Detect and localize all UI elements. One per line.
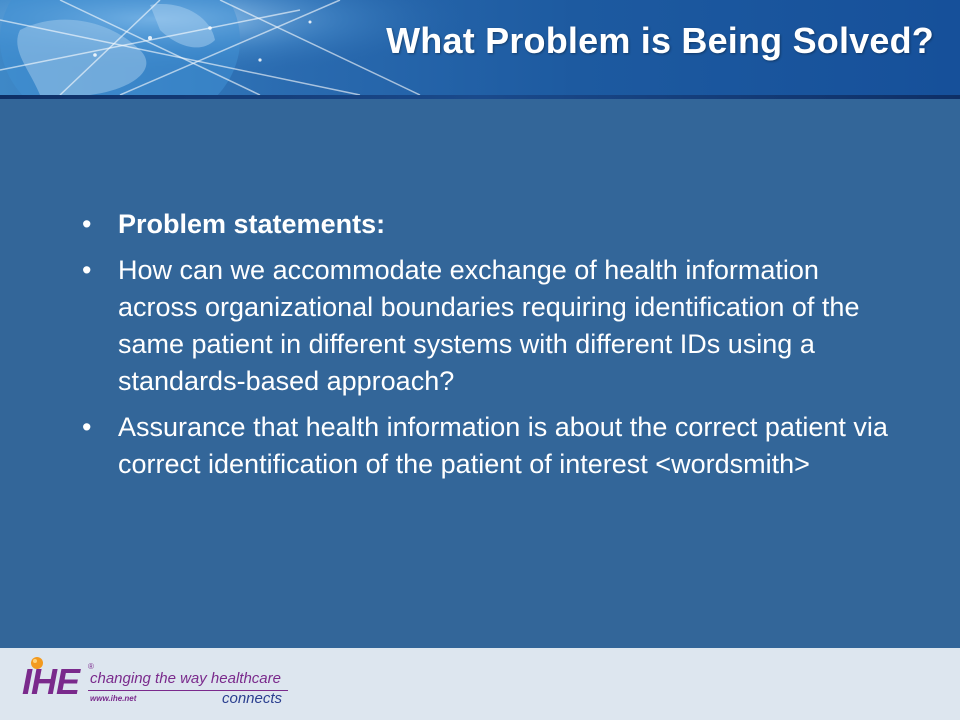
header-banner [0,0,960,95]
logo-connects: connects [222,690,283,707]
bullet-list [82,206,902,483]
logo-ihe-text: IHE [22,661,80,702]
ihe-logo [22,656,322,712]
bullet-icon: • [82,209,92,239]
slide-title: What Problem is Being Solved? [386,20,934,61]
header-divider [0,95,960,99]
bullet-icon: • [82,412,92,442]
bullet-text: Problem statements: [118,209,386,239]
bullet-item-exchange-question [82,252,902,400]
bullet-icon: • [82,255,92,285]
bullet-text: How can we accommodate exchange of health information across organizational boundaries requiring identification of the same patient in different systems with different IDs using a standards-based approach? [118,255,860,396]
slide-body [82,206,902,492]
logo-tagline: changing the way healthcare [90,670,281,687]
registered-mark: ® [88,662,94,671]
bullet-text: Assurance that health information is about the correct patient via correct identification of the patient of interest <wordsmith> [118,412,888,479]
logo-url: www.ihe.net [90,694,137,703]
bullet-item-problem-statements [82,206,902,243]
bullet-item-assurance [82,409,902,483]
